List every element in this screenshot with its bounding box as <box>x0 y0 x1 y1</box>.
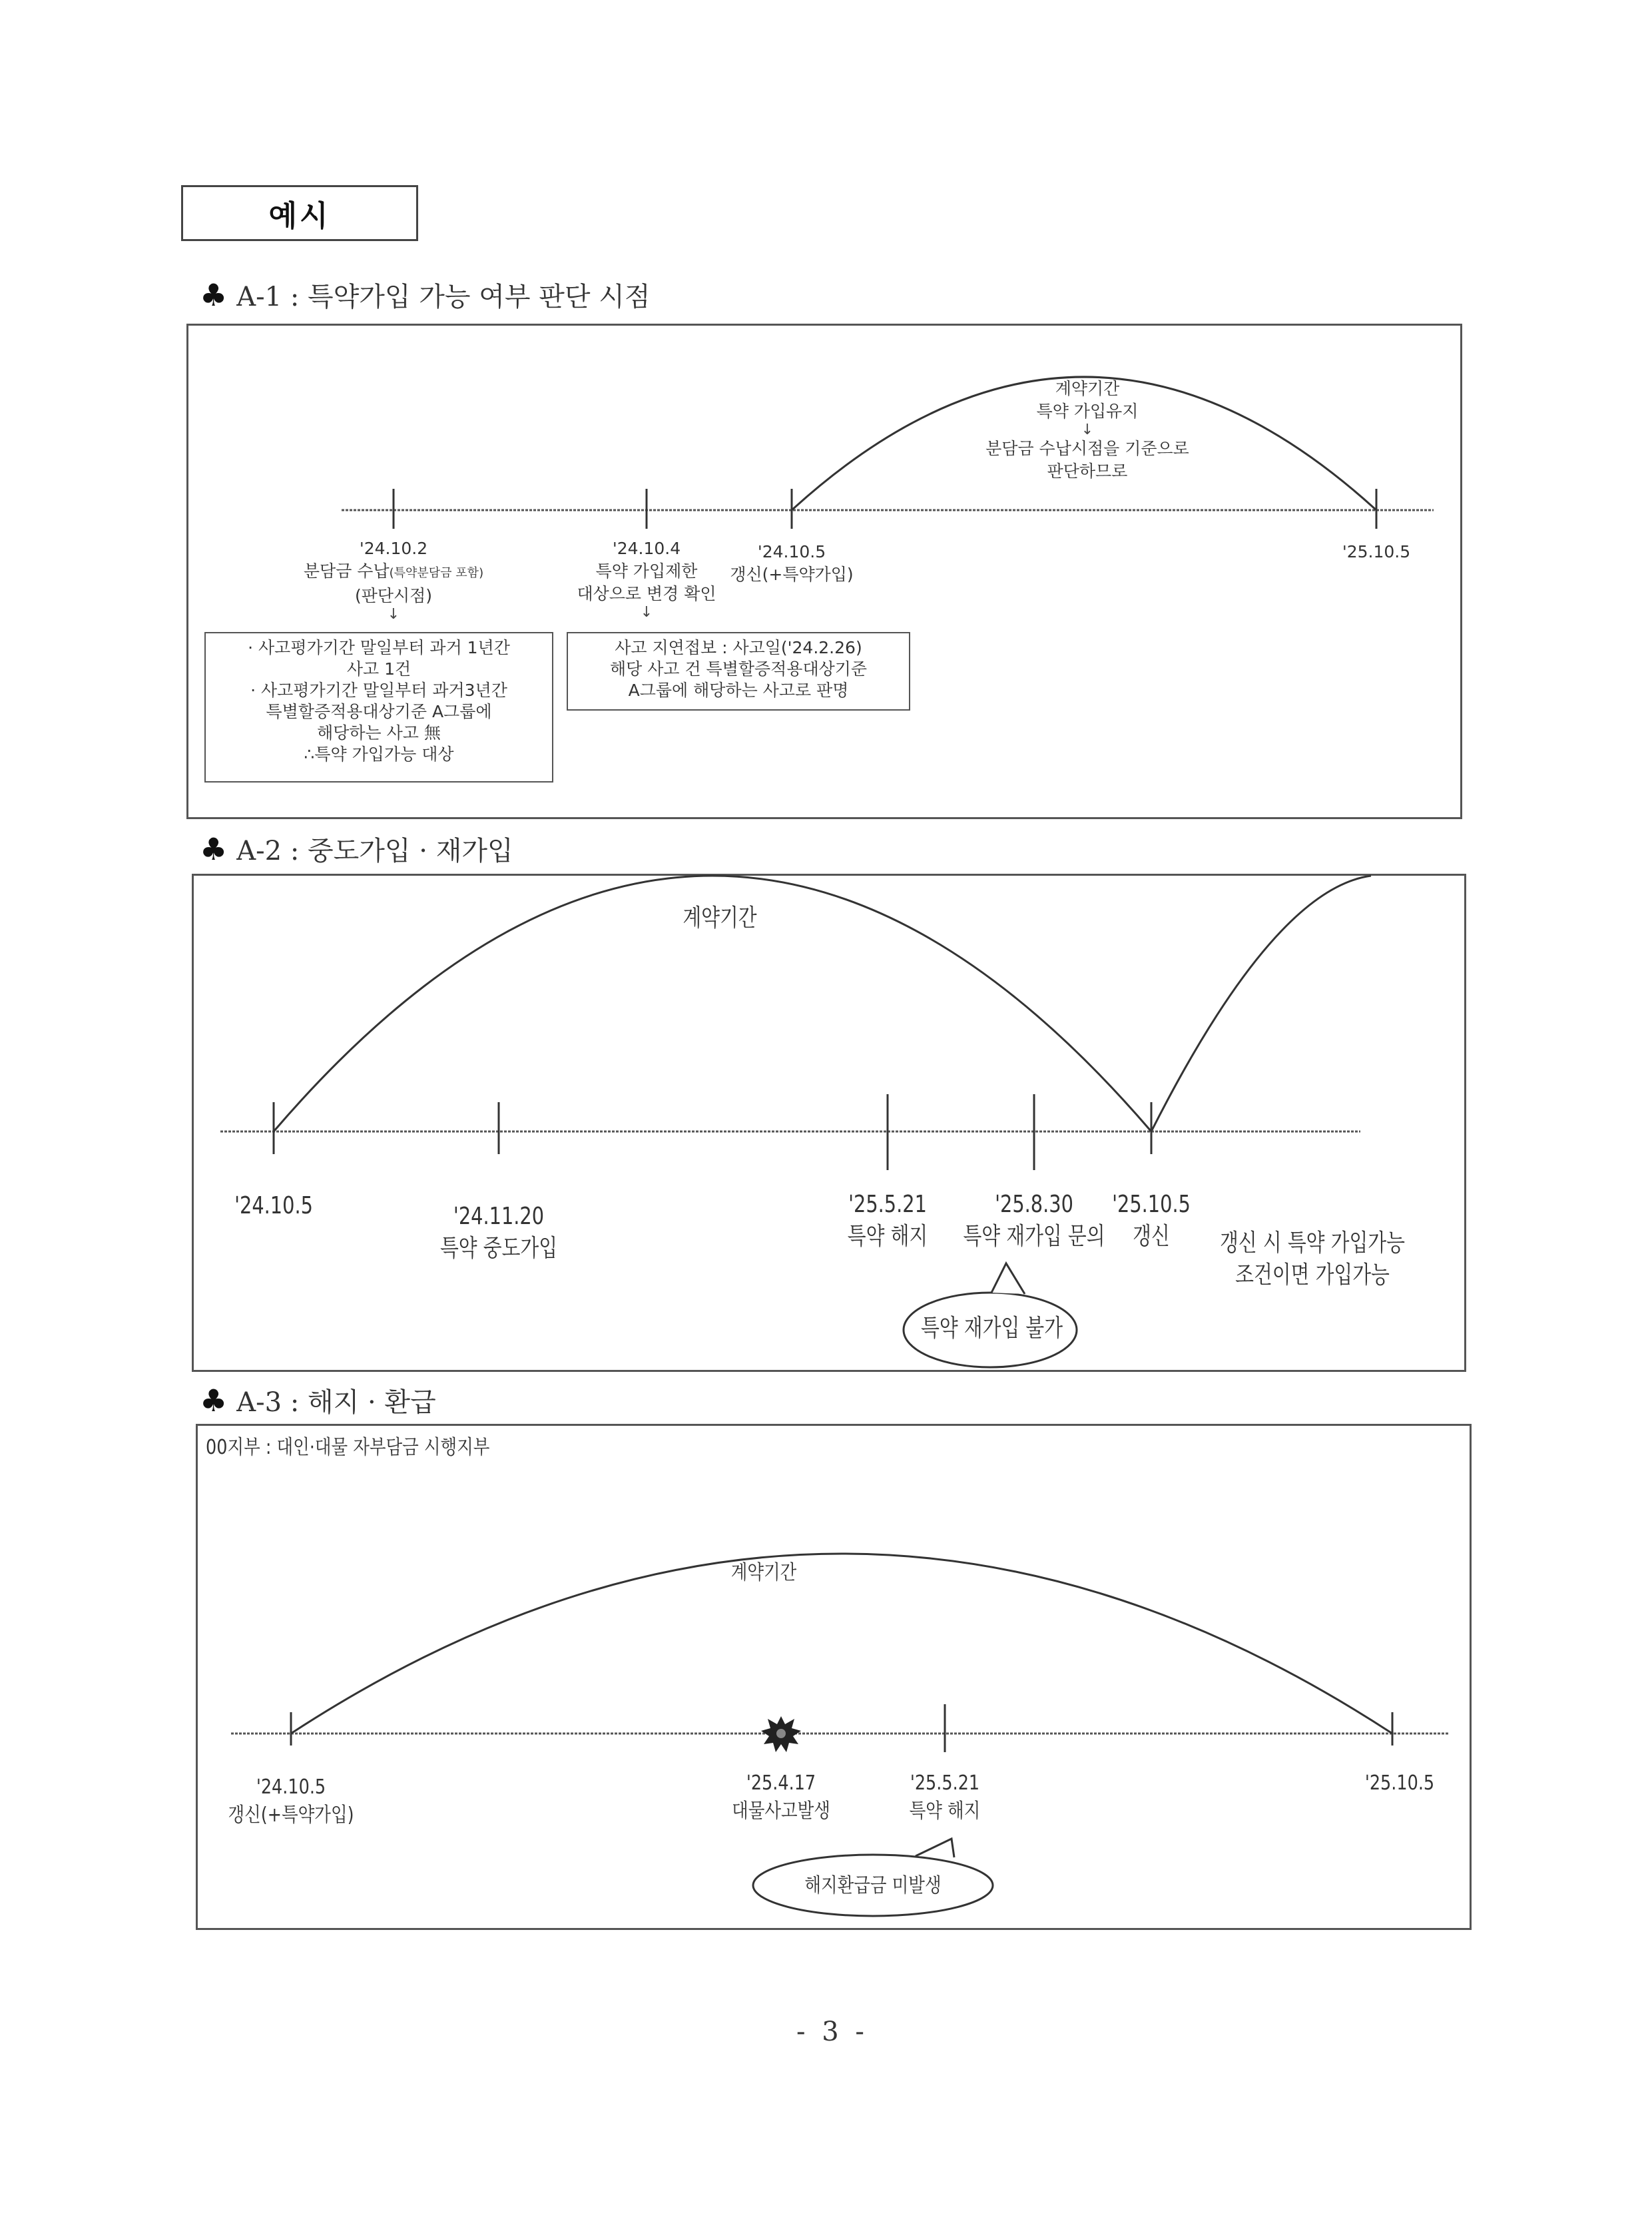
a3-panel-note: 00지부 : 대인·대물 자부담금 시행지부 <box>206 1436 490 1459</box>
a2-diagram-panel <box>192 874 1466 1372</box>
club-icon: ♣ <box>200 1383 228 1419</box>
a2-bubble-pointer <box>991 1263 1025 1294</box>
a3-arc-label: 계약기간 <box>730 1561 797 1584</box>
club-icon: ♣ <box>200 831 228 867</box>
a2-point-4-label: '25.8.30 특약 재가입 문의 <box>963 1191 1105 1250</box>
section-a3-heading: ♣ A-3 : 해지 · 환급 <box>200 1383 436 1419</box>
a1-point-1-label: '24.10.2 분담금 수납(특약분담금 포함) (판단시점) ↓ <box>303 539 484 623</box>
a3-point-1-label: '24.10.5 갱신(+특약가입) <box>228 1775 354 1827</box>
a1-diagram-panel <box>186 324 1462 819</box>
a3-point-2-label: '25.4.17 대물사고발생 <box>732 1771 830 1823</box>
example-title-box <box>181 185 418 241</box>
a1-late-report-box: 사고 지연접보 : 사고일('24.2.26) 해당 사고 건 특별할증적용대상기준 A그룹에 해당하는 사고로 판명 <box>567 632 910 711</box>
a2-point-1-label: '24.10.5 <box>234 1192 313 1219</box>
a2-point-5-label: '25.10.5 갱신 <box>1112 1191 1191 1250</box>
a1-point-2-label: '24.10.4 특약 가입제한 대상으로 변경 확인 ↓ <box>577 539 716 621</box>
a3-diagram-panel <box>196 1424 1472 1930</box>
accident-burst-icon <box>761 1716 801 1752</box>
a2-renewal-note: 갱신 시 특약 가입가능 조건이면 가입가능 <box>1220 1229 1405 1289</box>
example-title: 예시 <box>268 199 331 233</box>
a1-point-3-label: '24.10.5 갱신(+특약가입) <box>730 542 854 584</box>
a2-timeline-svg <box>194 876 1468 1374</box>
a3-bubble-text: 해지환급금 미발생 <box>804 1874 942 1897</box>
a2-arc-label: 계약기간 <box>683 904 757 932</box>
a2-renewal-arc <box>1151 876 1371 1131</box>
section-a2-heading: ♣ A-2 : 중도가입 · 재가입 <box>200 831 513 867</box>
a2-bubble-text: 특약 재가입 불가 <box>921 1315 1063 1342</box>
club-icon: ♣ <box>200 277 228 313</box>
a2-point-2-label: '24.11.20 특약 중도가입 <box>439 1203 558 1262</box>
a1-arc-label: 계약기간 특약 가입유지 ↓ 분담금 수납시점을 기준으로 판단하므로 <box>985 379 1189 481</box>
page-number: - 3 - <box>796 2017 868 2047</box>
a3-bubble-pointer <box>916 1839 954 1857</box>
a1-judgement-box: · 사고평가기간 말일부터 과거 1년간 사고 1건 · 사고평가기간 말일부터 과거3년간 특별할증적용대상기준 A그룹에 해당하는 사고 無 ∴특약 가입가능 대상 <box>204 632 553 783</box>
a3-timeline-svg <box>198 1426 1474 1932</box>
a3-point-4-label: '25.10.5 <box>1364 1771 1435 1795</box>
a3-point-3-label: '25.5.21 특약 해지 <box>909 1771 981 1823</box>
section-a1-heading: ♣ A-1 : 특약가입 가능 여부 판단 시점 <box>200 277 651 313</box>
a2-point-3-label: '25.5.21 특약 해지 <box>847 1191 928 1250</box>
a1-point-4-label: '25.10.5 <box>1342 542 1411 561</box>
